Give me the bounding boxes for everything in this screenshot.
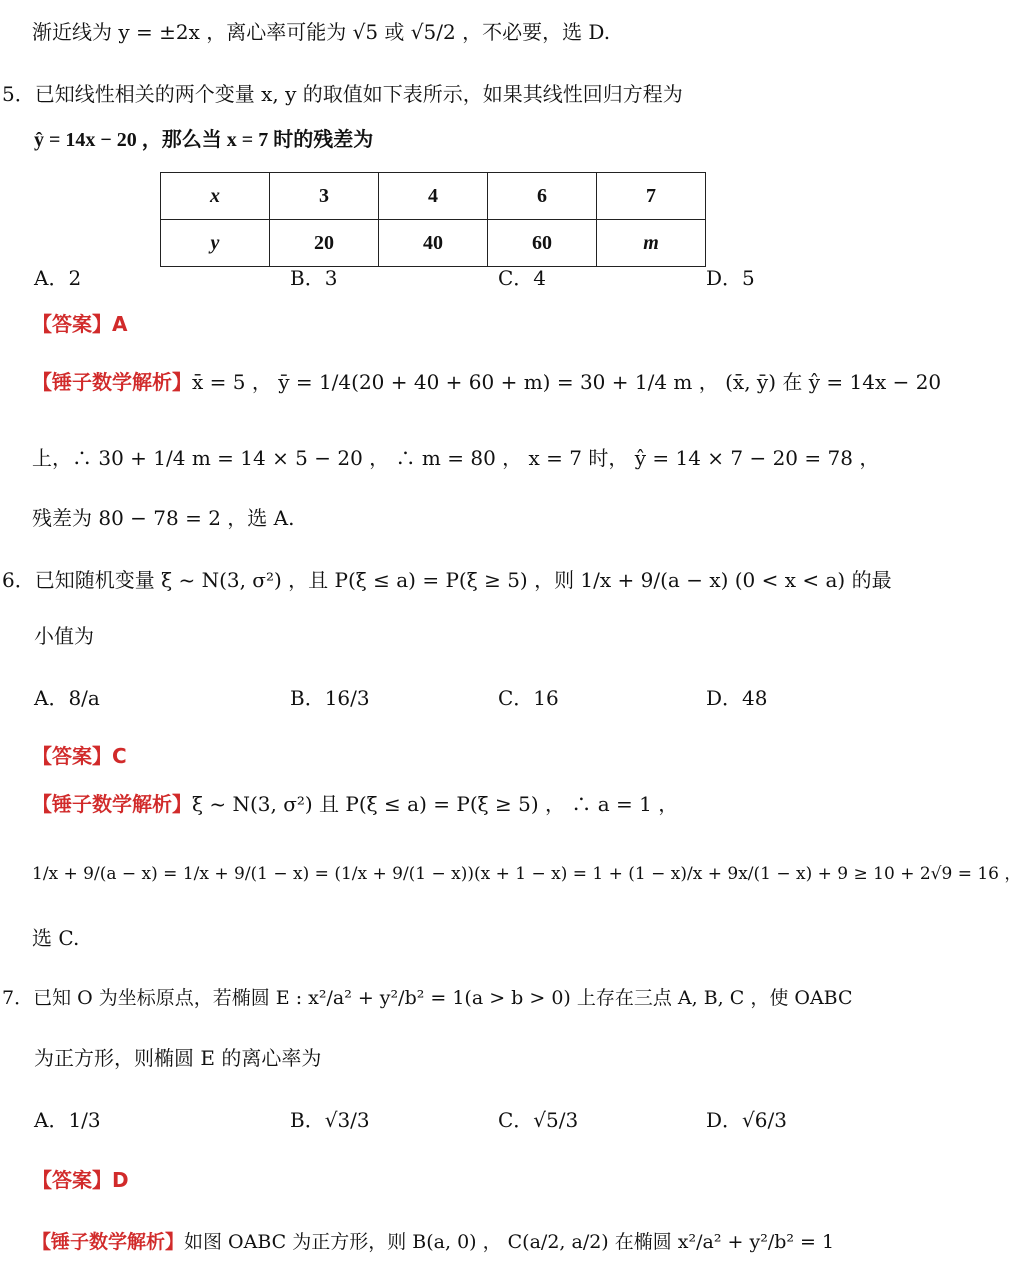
option-c: C．√5/3: [498, 1108, 579, 1132]
option-b: B．√3/3: [290, 1108, 370, 1132]
option-a: A．8/a: [34, 686, 100, 710]
question-5-stem-cont: ŷ = 14x − 20 ，那么当 x = 7 时的残差为: [34, 129, 374, 151]
solution-tag: 【锤子数学解析】: [32, 370, 192, 394]
question-6-stem: 6．已知随机变量 ξ ~ N(3, σ²) ，且 P(ξ ≤ a) = P(ξ ≥ 5) ，则 1/x + 9/(a − x) (0 < x < a) 的最: [2, 568, 892, 592]
table-cell: y: [161, 220, 270, 267]
question-6-stem-cont: 小值为: [34, 624, 94, 648]
answer-tag: 【答案】C: [32, 744, 127, 768]
question-7-stem-cont: 为正方形，则椭圆 E 的离心率为: [34, 1046, 322, 1070]
answer-tag: 【答案】A: [32, 312, 128, 336]
option-d: D．√6/3: [706, 1108, 787, 1132]
solution-line: [32, 790, 887, 818]
solution-line: [32, 368, 942, 396]
table-cell: m: [597, 220, 706, 267]
table-cell: 7: [597, 173, 706, 220]
question-5-stem: 5．已知线性相关的两个变量 x, y 的取值如下表所示，如果其线性回归方程为: [2, 82, 683, 106]
solution-line: 选 C.: [32, 926, 80, 950]
table-cell: 6: [488, 173, 597, 220]
table-cell: x: [161, 173, 270, 220]
option-c: C．4: [498, 266, 547, 290]
table-cell: 4: [379, 173, 488, 220]
solution-text: 如图 OABC 为正方形，则 B(a, 0) ， C(a/2, a/2) 在椭圆 x²/a² + y²/b² = 1: [184, 1231, 835, 1253]
solution-line: 渐近线为 y = ±2x ，离心率可能为 √5 或 √5/2 ，不必要，选 D.: [32, 20, 611, 44]
solution-line: 上，∴ 30 + 1/4 m = 14 × 5 − 20 ， ∴ m = 80 ， x = 7 时， ŷ = 14 × 7 − 20 = 78 ，: [32, 446, 880, 470]
table-cell: 3: [270, 173, 379, 220]
option-d: D．5: [706, 266, 755, 290]
table-row: [161, 173, 706, 220]
solution-tag: 【锤子数学解析】: [32, 1231, 185, 1253]
option-a: A．1/3: [34, 1108, 101, 1132]
solution-line: 残差为 80 − 78 = 2 ，选 A.: [32, 506, 295, 530]
table-cell: 20: [270, 220, 379, 267]
question-7-stem: 7．已知 O 为坐标原点，若椭圆 E : x²/a² + y²/b² = 1(a > b > 0) 上存在三点 A, B, C ，使 OABC: [2, 987, 853, 1009]
option-b: B．16/3: [290, 686, 370, 710]
option-a: A．2: [34, 266, 82, 290]
data-table: [160, 172, 706, 267]
solution-line: [32, 1228, 887, 1256]
option-c: C．16: [498, 686, 559, 710]
option-b: B．3: [290, 266, 338, 290]
table-row: [161, 220, 706, 267]
table-cell: 40: [379, 220, 488, 267]
option-d: D．48: [706, 686, 768, 710]
solution-text: x̄ = 5 ， ȳ = 1/4(20 + 40 + 60 + m) = 30 + 1/4 m ， (x̄, ȳ) 在 ŷ = 14x − 20: [192, 370, 942, 394]
solution-tag: 【锤子数学解析】: [32, 792, 192, 816]
solution-line: 1/x + 9/(a − x) = 1/x + 9/(1 − x) = (1/x + 9/(1 − x))(x + 1 − x) = 1 + (1 − x)/x + 9x/(1 − x) + 9 ≥ 10 + 2√9 = 16 ，: [32, 864, 1021, 884]
solution-text: ξ ~ N(3, σ²) 且 P(ξ ≤ a) = P(ξ ≥ 5) ， ∴ a = 1 ，: [192, 792, 679, 816]
answer-tag: 【答案】D: [32, 1168, 129, 1192]
table-cell: 60: [488, 220, 597, 267]
